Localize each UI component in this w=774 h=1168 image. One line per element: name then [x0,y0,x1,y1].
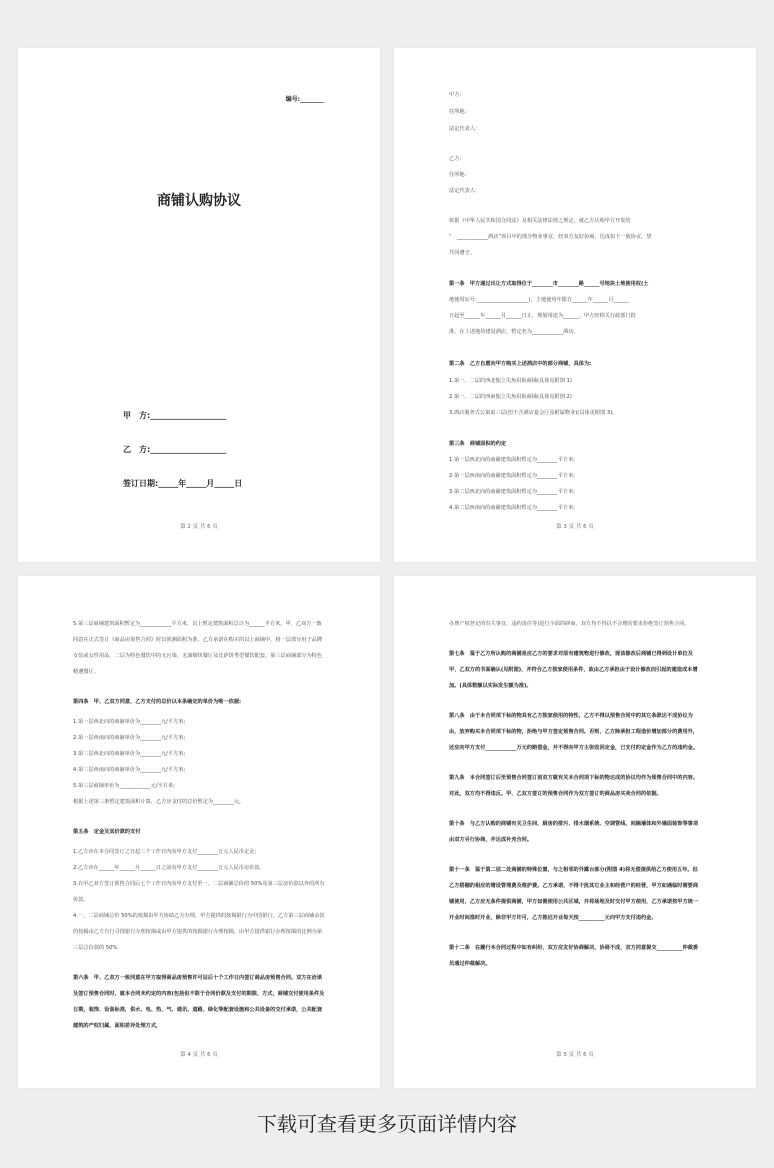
page-footer: 第 4 页 共 6 页 [180,1052,218,1058]
paragraph: 办理产权登记的有关事宜，违约责任等)进行全面的磋商，双方均不得以不合理的要求拒绝签订预售合同。 [449,621,690,627]
document-title: 商铺认购协议 [157,193,241,209]
text-line: 4.第二层西南向的商铺建筑面积暂定为________平方米; [449,505,576,511]
paragraph: 1.第一层西北向的商铺单价为________元/平方米; [73,719,186,725]
text-line: 准，在上述地块建设酒店，暂定名为____________酒店。 [449,329,579,335]
text-line: 甲方: [449,92,462,98]
page-footer: 第 5 页 共 6 页 [556,1052,594,1058]
paragraph: 5.第三层商铺建筑面积暂定为____________平方米，以上暂定建筑面积总计为______平方米。甲、乙双方一致同意在正式签订《商品房预售合同》时以预测面积为准。乙方承诺在购买的以上商铺中，将一层部分用于品牌女装或女性用品，二层为特色餐饮中的无污染、无油烟快餐厅及比萨饼类型餐饮配套，第三层商铺部分为特色精遴餐厅。 [73,621,323,675]
paragraph: 4.一、二层商铺总价 50%的按揭由甲方协助乙方办理，甲方提供的按揭银行为中国银行。乙方第三层商铺余款的按揭由乙方自行寻找银行办理按揭或由甲方提供的按揭银行办理按揭，由甲方提供银行办理按揭的比例为第三层总价款的 50% [73,913,325,951]
paragraph: 1.乙方应在本合同签订之日起三个工作日内向甲方支付________万元人民币定金; [73,849,257,855]
text-line: 2.第一、二层的西南独立尖角沿街商铺(具体见附图 2) [449,394,572,400]
text-line: 法定代表人: [449,126,477,132]
text-line: 住所地: [449,172,467,178]
contract-number: 编号:________ [285,96,324,103]
text-line: 第二条 乙方自愿向甲方购买上述酒店中的部分商铺，具体为: [449,361,592,367]
text-line: “ ____________酒店”项目中的部分物业事宜，经双方友好协商，达成如下一致协议，望 [449,234,652,240]
paragraph: 3.第二层西北向的商铺单价为________元/平方米; [73,751,186,757]
paragraph: 5.第三层商铺单价为____________元/平方米; [73,783,175,789]
paragraph: 根据上述第三条暂定建筑面积计算，乙方应支付的总价暂定为________元。 [73,799,245,805]
paragraph: 第八条 由于本合同项下标的物具有乙方独家使用的特性，乙方不得以预售合同中的其它条款达不成协议为由，放弃购买本合同项下标的物，拒绝与甲方签定预售合同。否则，乙方除承担工程造价增加部分的费用外，还应向甲方支付____________万元的赔偿金，并不得向甲方主张收回定金，已支付的定金作为乙方的违约金。 [449,713,699,751]
paragraph: 3.在甲乙双方签订预售合同后七个工作日内向甲方支付至一、二层商铺总价的 50%及第三层房价款以外的所有价款。 [73,881,325,903]
paragraph: 2.第一层西南向的商铺单价为________元/平方米; [73,735,186,741]
text-line: 第一条 甲方通过出让方式取得位于________市________路______号地块土地使用权(土 [449,281,649,287]
text-line: 3.第二层西北向的商铺建筑面积暂定为________平方米; [449,489,576,495]
paragraph: 第十条 与乙方认购的商铺有关卫生间、厨房的排污、排水烟系统、空调管线、间隔墙体和外墙面装饰等事项由双方另行协商，并达成补充合同。 [449,821,699,843]
text-line: 共同遵守。 [449,250,475,256]
text-line: 住所地: [449,109,467,115]
party-b-line: 乙 方:___________________ [123,445,227,454]
text-line: 1.第一层西北向的商铺建筑面积暂定为________平方米; [449,457,576,463]
page-three [18,576,380,1088]
page-cover [18,48,380,562]
text-line: 法定代表人: [449,188,477,194]
paragraph: 第七条 鉴于乙方所认购的商铺是应乙方的要求对原有建筑物进行修改，现该修改后商铺已得到设计单位及甲、乙双方的书面确认(见附图)，并符合乙方独家使用条件，故由乙方承担由于设计修改而引起的建造成本增加。(具体数额以实际发生额为准)。 [449,651,698,689]
text-line: 地使用证号:____________________)，土地使用年限自______年______月______ [449,297,630,303]
text-line: 2.第一层西南向的商铺建筑面积暂定为________平方米; [449,473,576,479]
page-four [394,576,756,1088]
sign-date-line: 签订日期:_____年_____月_____日 [123,479,243,488]
party-a-line: 甲 方:___________________ [123,411,227,420]
page-two [394,48,756,562]
page-footer: 第 2 页 共 6 页 [180,524,218,530]
paragraph: 第五条 定金及其价款的支付 [73,829,141,835]
download-caption: 下载可查看更多页面详情内容 [257,1112,517,1136]
paragraph: 第四条 甲、乙双方同意，乙方支付的总价以本条确定的单价为唯一依据: [73,699,242,705]
text-line: 日起至______年______月______日止，规划用途为______。甲方经相关行政部门批 [449,313,636,319]
page-footer: 第 3 页 共 6 页 [556,524,594,530]
paragraph: 4.第二层西南向的商铺单价为________元/平方米; [73,767,186,773]
paragraph: 第九条 本合同签订后至预售合同签订前双方就有关本合同项下标的物达成的协议均作为预售合同中的内容。对此，双方均不得违反。甲、乙双方签订的预售合同作为双方签订的商品房买卖合同的依据。 [449,775,699,797]
text-line: 依据《中华人民共和国合同法》及相关法律法规之规定，就乙方认购甲方开发的 [449,218,631,224]
paragraph: 第六条 甲、乙双方一致同意在甲方取得商品房预售许可证后十个工作日内签订商品房预售合同。双方在洽谈及签订预售合同时，就本合同未约定的内容(包括但不限于合同价款及支付的期限、方式，商铺交付使用条件及日期，装饰、设备标准，供水、电、热、气、通讯、道路、绿化等配套设施和公共设备的交付承诺，公共配套建筑的产权归属，面积差异处理方式， [73,975,325,1029]
paragraph: 第十二条 在履行本合同过程中如有纠纷，双方应友好协商解决，协商不成，双方同意提交__________仲裁委员通过仲裁解决。 [449,945,699,967]
text-line: 第三条 商铺面积的约定 [449,441,507,447]
text-line: 乙方: [449,156,462,162]
text-line: 1.第一、二层的西北独立尖角沿街商铺(具体见附图 1) [449,378,572,384]
paragraph: 第十一条 鉴于第二层二处商铺的特殊位置，与之相邻的外露台部分(附图 4)将无偿提供给乙方使用五年。但乙方搭棚的相应的增设管理费及维护费。乙方承诺，不得干扰其它业主和经营户的经营，甲方如遇临时需要商铺使用，乙方应无条件提供商铺，甲方如需使用公共区域，并将场地及时交付甲方使用，乙方承诺按甲方统一开业时间准时开业，除非甲方许可，乙方推迟开业每天按__________元向甲方支付违约金。 [449,867,699,921]
paragraph: 2.乙方应在______年______月______日之前向甲方支付________万元人民币房价款。 [73,865,265,871]
text-line: 3.酒店服务式公寓第三层(但不含酒店宴会厅及附属物业)(具体见附图 3)。 [449,410,618,416]
